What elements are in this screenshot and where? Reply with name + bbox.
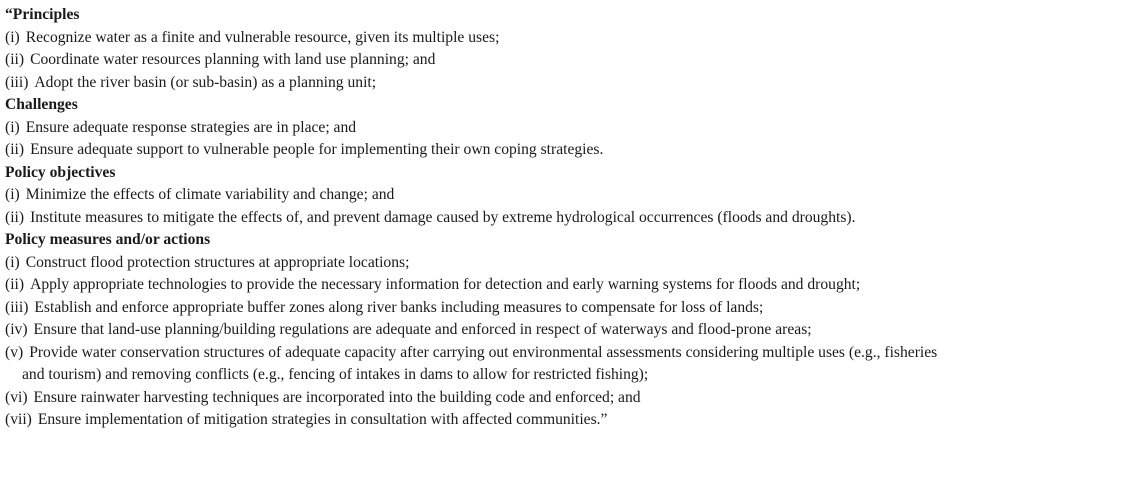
item-number: (iv) <box>5 321 28 338</box>
list-item <box>5 342 1137 365</box>
item-number: (vii) <box>5 411 32 428</box>
section-heading: Policy measures and/or actions <box>5 231 211 248</box>
list-item <box>5 252 1137 275</box>
item-number: (iii) <box>5 73 29 91</box>
section-heading: Challenges <box>5 96 78 113</box>
item-number: (i) <box>5 118 20 136</box>
item-number: (vi) <box>5 388 28 406</box>
item-number: (i) <box>5 253 20 271</box>
policy-quote-document <box>5 4 1137 432</box>
item-text: Adopt the river basin (or sub-basin) as a planning unit; <box>34 73 377 91</box>
item-text: Establish and enforce appropriate buffer zones along river banks including measures to compensate for loss of lands; <box>34 298 764 316</box>
item-text: Ensure that land-use planning/building regulations are adequate and enforced in respect of waterways and flood-prone areas; <box>33 321 812 338</box>
item-number: (ii) <box>5 276 25 293</box>
section-heading: Policy objectives <box>5 163 116 181</box>
item-number: (iii) <box>5 298 29 316</box>
list-item <box>5 297 1137 320</box>
list-item <box>5 409 1137 432</box>
item-text: Recognize water as a finite and vulnerable resource, given its multiple uses; <box>25 28 500 46</box>
list-item <box>5 184 1137 207</box>
list-item-continuation <box>5 364 1137 387</box>
item-text: Coordinate water resources planning with land use planning; and <box>30 51 436 68</box>
item-number: (i) <box>5 28 20 46</box>
item-number: (v) <box>5 343 24 361</box>
list-item <box>5 117 1137 140</box>
list-item <box>5 274 1137 297</box>
item-number: (ii) <box>5 141 25 158</box>
item-text: and tourism) and removing conflicts (e.g., fencing of intakes in dams to allow for restricted fishing); <box>22 366 649 383</box>
item-text: Ensure implementation of mitigation strategies in consultation with affected communities.” <box>37 411 608 428</box>
item-text: Apply appropriate technologies to provide the necessary information for detection and early warning systems for floods and drought; <box>30 276 861 293</box>
item-text: Ensure adequate response strategies are in place; and <box>25 118 357 136</box>
item-number: (i) <box>5 186 20 203</box>
list-item <box>5 207 1137 230</box>
list-item <box>5 139 1137 162</box>
list-item <box>5 49 1137 72</box>
item-text: Ensure adequate support to vulnerable people for implementing their own coping strategies. <box>30 141 604 158</box>
list-item <box>5 27 1137 50</box>
item-text: Construct flood protection structures at appropriate locations; <box>25 253 410 271</box>
item-text: Provide water conservation structures of adequate capacity after carrying out environmental assessments considering multiple uses (e.g., fisheries <box>29 343 938 361</box>
section-heading: “Principles <box>5 6 80 23</box>
item-text: Minimize the effects of climate variability and change; and <box>25 186 395 203</box>
list-item <box>5 319 1137 342</box>
item-number: (ii) <box>5 208 25 226</box>
item-number: (ii) <box>5 51 25 68</box>
item-text: Institute measures to mitigate the effects of, and prevent damage caused by extreme hydrological occurrences (floods and droughts). <box>30 208 856 226</box>
item-text: Ensure rainwater harvesting techniques are incorporated into the building code and enforced; and <box>33 388 641 406</box>
list-item <box>5 72 1137 95</box>
list-item <box>5 387 1137 410</box>
